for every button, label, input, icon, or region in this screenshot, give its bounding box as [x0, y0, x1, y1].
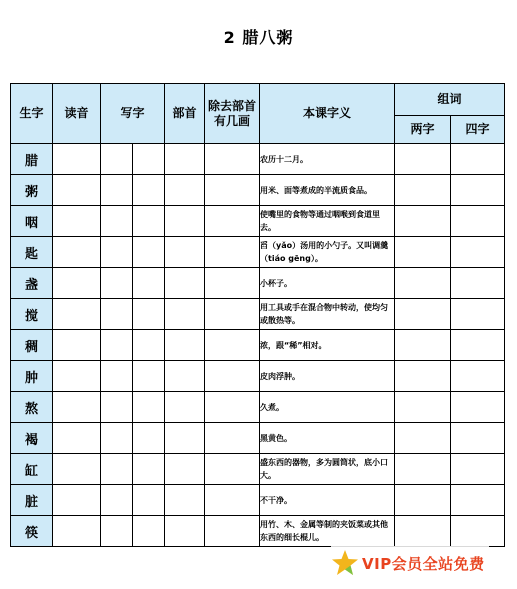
- header-meaning: 本课字义: [260, 84, 395, 144]
- four-char-word-cell[interactable]: [451, 237, 505, 268]
- strokes-cell[interactable]: [205, 206, 260, 237]
- pinyin-cell[interactable]: [53, 175, 101, 206]
- pinyin-cell[interactable]: [53, 516, 101, 547]
- meaning-cell: 农历十二月。: [260, 144, 395, 175]
- two-char-word-cell[interactable]: [395, 144, 451, 175]
- write-cell-2[interactable]: [133, 268, 165, 299]
- write-cell-2[interactable]: [133, 361, 165, 392]
- header-pinyin: 读音: [53, 84, 101, 144]
- write-cell-1[interactable]: [101, 454, 133, 485]
- table-row: [11, 485, 505, 516]
- meaning-cell: 皮肉浮肿。: [260, 361, 395, 392]
- radical-cell[interactable]: [165, 330, 205, 361]
- char-cell: 筷: [11, 516, 53, 547]
- write-cell-1[interactable]: [101, 392, 133, 423]
- pinyin-cell[interactable]: [53, 392, 101, 423]
- header-strokes-line2: 有几画: [214, 113, 251, 128]
- pinyin-cell[interactable]: [53, 423, 101, 454]
- write-cell-2[interactable]: [133, 144, 165, 175]
- header-radical: 部首: [165, 84, 205, 144]
- char-cell: 稠: [11, 330, 53, 361]
- write-cell-1[interactable]: [101, 237, 133, 268]
- header-two-char-words: 两字: [395, 116, 451, 144]
- page-title: 2 腊八粥: [223, 28, 294, 47]
- strokes-cell[interactable]: [205, 237, 260, 268]
- table-row: [11, 454, 505, 485]
- radical-cell[interactable]: [165, 516, 205, 547]
- meaning-cell: 舀（yǎo）汤用的小勺子。又叫调羹（tiáo gēng）。: [260, 237, 395, 268]
- two-char-word-cell[interactable]: [395, 361, 451, 392]
- four-char-word-cell[interactable]: [451, 299, 505, 330]
- radical-cell[interactable]: [165, 454, 205, 485]
- table-row: [11, 423, 505, 454]
- meaning-cell: 用工具或手在混合物中转动，使均匀或散热等。: [260, 299, 395, 330]
- header-four-char-words: 四字: [451, 116, 505, 144]
- two-char-word-cell[interactable]: [395, 392, 451, 423]
- write-cell-2[interactable]: [133, 299, 165, 330]
- four-char-word-cell[interactable]: [451, 423, 505, 454]
- four-char-word-cell[interactable]: [451, 330, 505, 361]
- write-cell-1[interactable]: [101, 485, 133, 516]
- four-char-word-cell[interactable]: [451, 392, 505, 423]
- header-words: 组词: [395, 84, 505, 116]
- write-cell-1[interactable]: [101, 516, 133, 547]
- strokes-cell[interactable]: [205, 299, 260, 330]
- table-row: [11, 516, 505, 547]
- write-cell-1[interactable]: [101, 423, 133, 454]
- four-char-word-cell[interactable]: [451, 144, 505, 175]
- pinyin-cell[interactable]: [53, 299, 101, 330]
- meaning-cell: 用竹、木、金属等制的夹饭菜或其他东西的细长棍儿。: [260, 516, 395, 547]
- write-cell-1[interactable]: [101, 144, 133, 175]
- pinyin-cell[interactable]: [53, 485, 101, 516]
- table-row: [11, 330, 505, 361]
- pinyin-cell[interactable]: [53, 330, 101, 361]
- strokes-cell[interactable]: [205, 485, 260, 516]
- meaning-cell: 黑黄色。: [260, 423, 395, 454]
- radical-cell[interactable]: [165, 175, 205, 206]
- four-char-word-cell[interactable]: [451, 485, 505, 516]
- meaning-cell: 不干净。: [260, 485, 395, 516]
- write-cell-2[interactable]: [133, 392, 165, 423]
- two-char-word-cell[interactable]: [395, 175, 451, 206]
- meaning-cell: 小杯子。: [260, 268, 395, 299]
- meaning-cell: 久煮。: [260, 392, 395, 423]
- strokes-cell[interactable]: [205, 454, 260, 485]
- strokes-cell[interactable]: [205, 268, 260, 299]
- two-char-word-cell[interactable]: [395, 268, 451, 299]
- vip-watermark-text: VIP会员全站免费: [362, 554, 485, 573]
- radical-cell[interactable]: [165, 268, 205, 299]
- char-cell: 脏: [11, 485, 53, 516]
- radical-cell[interactable]: [165, 423, 205, 454]
- pinyin-cell[interactable]: [53, 237, 101, 268]
- write-cell-2[interactable]: [133, 423, 165, 454]
- two-char-word-cell[interactable]: [395, 423, 451, 454]
- meaning-cell: 使嘴里的食物等通过咽喉到食道里去。: [260, 206, 395, 237]
- vip-watermark: [331, 546, 489, 580]
- radical-cell[interactable]: [165, 299, 205, 330]
- table-row: [11, 206, 505, 237]
- header-strokes-line1: 除去部首: [208, 98, 257, 113]
- two-char-word-cell[interactable]: [395, 299, 451, 330]
- table-row: [11, 268, 505, 299]
- write-cell-1[interactable]: [101, 299, 133, 330]
- char-cell: 褐: [11, 423, 53, 454]
- header-strokes: [205, 84, 260, 144]
- char-cell: 盏: [11, 268, 53, 299]
- strokes-cell[interactable]: [205, 516, 260, 547]
- star-icon: [331, 549, 359, 577]
- char-cell: 缸: [11, 454, 53, 485]
- strokes-cell[interactable]: [205, 175, 260, 206]
- write-cell-2[interactable]: [133, 454, 165, 485]
- table-row: [11, 175, 505, 206]
- meaning-cell: 用米、面等煮成的半流质食品。: [260, 175, 395, 206]
- four-char-word-cell[interactable]: [451, 175, 505, 206]
- four-char-word-cell[interactable]: [451, 206, 505, 237]
- write-cell-2[interactable]: [133, 330, 165, 361]
- two-char-word-cell[interactable]: [395, 330, 451, 361]
- write-cell-1[interactable]: [101, 206, 133, 237]
- char-cell: 熬: [11, 392, 53, 423]
- char-cell: 腊: [11, 144, 53, 175]
- write-cell-1[interactable]: [101, 175, 133, 206]
- write-cell-1[interactable]: [101, 361, 133, 392]
- write-cell-2[interactable]: [133, 206, 165, 237]
- write-cell-2[interactable]: [133, 485, 165, 516]
- meaning-cell: 浓，跟“稀”相对。: [260, 330, 395, 361]
- pinyin-cell[interactable]: [53, 268, 101, 299]
- radical-cell[interactable]: [165, 361, 205, 392]
- four-char-word-cell[interactable]: [451, 361, 505, 392]
- strokes-cell[interactable]: [205, 361, 260, 392]
- two-char-word-cell[interactable]: [395, 237, 451, 268]
- table-row: [11, 237, 505, 268]
- radical-cell[interactable]: [165, 144, 205, 175]
- vocabulary-table: [10, 83, 505, 547]
- write-cell-1[interactable]: [101, 268, 133, 299]
- two-char-word-cell[interactable]: [395, 485, 451, 516]
- write-cell-2[interactable]: [133, 516, 165, 547]
- strokes-cell[interactable]: [205, 144, 260, 175]
- meaning-cell: 盛东西的器物，多为圆筒状，底小口大。: [260, 454, 395, 485]
- char-cell: 搅: [11, 299, 53, 330]
- write-cell-2[interactable]: [133, 175, 165, 206]
- radical-cell[interactable]: [165, 206, 205, 237]
- char-cell: 咽: [11, 206, 53, 237]
- char-cell: 匙: [11, 237, 53, 268]
- four-char-word-cell[interactable]: [451, 268, 505, 299]
- header-write: 写字: [101, 84, 165, 144]
- table-row: [11, 392, 505, 423]
- header-char: 生字: [11, 84, 53, 144]
- radical-cell[interactable]: [165, 392, 205, 423]
- write-cell-2[interactable]: [133, 237, 165, 268]
- strokes-cell[interactable]: [205, 330, 260, 361]
- char-cell: 粥: [11, 175, 53, 206]
- char-cell: 肿: [11, 361, 53, 392]
- pinyin-cell[interactable]: [53, 206, 101, 237]
- two-char-word-cell[interactable]: [395, 206, 451, 237]
- four-char-word-cell[interactable]: [451, 454, 505, 485]
- strokes-cell[interactable]: [205, 423, 260, 454]
- table-row: [11, 299, 505, 330]
- table-row: [11, 144, 505, 175]
- radical-cell[interactable]: [165, 237, 205, 268]
- four-char-word-cell[interactable]: [451, 516, 505, 547]
- two-char-word-cell[interactable]: [395, 516, 451, 547]
- pinyin-cell[interactable]: [53, 144, 101, 175]
- two-char-word-cell[interactable]: [395, 454, 451, 485]
- radical-cell[interactable]: [165, 485, 205, 516]
- strokes-cell[interactable]: [205, 392, 260, 423]
- pinyin-cell[interactable]: [53, 361, 101, 392]
- table-row: [11, 361, 505, 392]
- pinyin-cell[interactable]: [53, 454, 101, 485]
- write-cell-1[interactable]: [101, 330, 133, 361]
